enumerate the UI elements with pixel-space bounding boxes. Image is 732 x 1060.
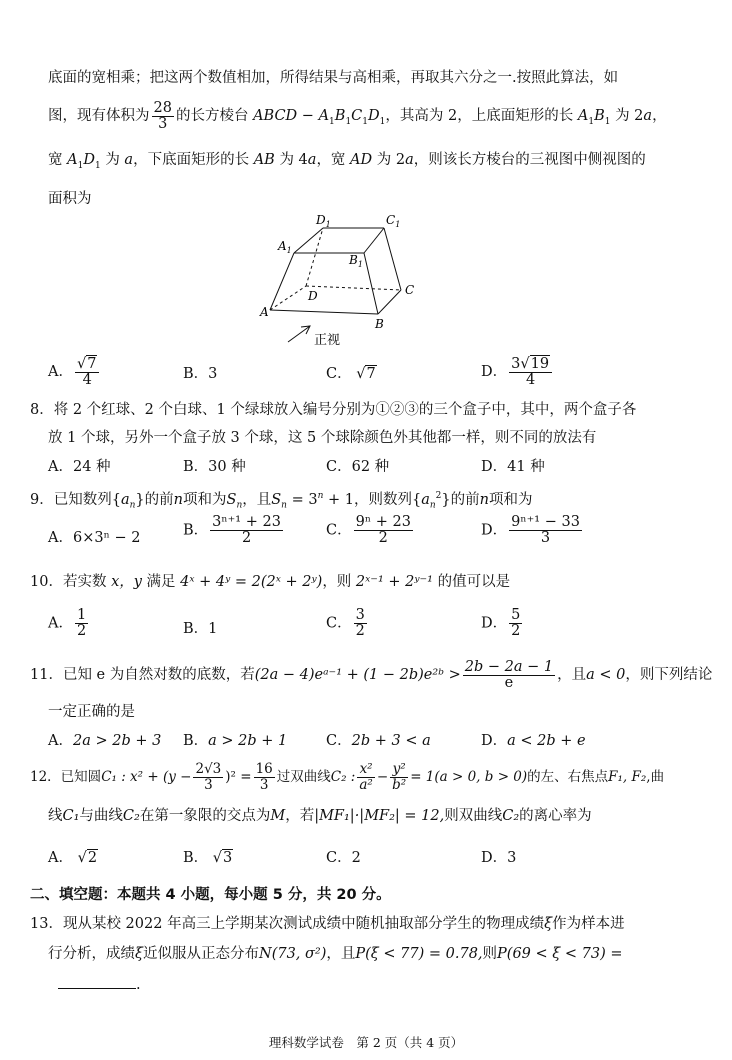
q9-option-c[interactable]: C． $\frac{\text{9ⁿ + 23}}{2}$: [326, 514, 411, 546]
q9-line-1: 9．已知数列$\{a_n\}$的前n项和为$S_n$，且$S_n = 3^n + 1$，则数列$\{a_n^2\}$的前n项和为: [30, 491, 533, 511]
label-a: A: [260, 305, 269, 319]
q8-line-1: 8．将 2 个红球、2 个白球、1 个绿球放入编号分别为①②③的三个盒子中，其中，两个盒子各: [30, 402, 637, 418]
q11-option-a[interactable]: A．2a > 2b + 3: [48, 733, 162, 749]
q9-option-b[interactable]: B． $\frac{\text{3ⁿ⁺¹ + 23}}{2}$: [183, 514, 281, 546]
page-footer: 理科数学试卷 第 2 页（共 4 页）: [268, 1035, 464, 1050]
q11-option-c[interactable]: C．2b + 3 < a: [326, 733, 431, 749]
q7-line-2: 图，现有体积为 $\frac{28}{3}$ 的长方棱台 ABCD − $A_1B_1C_1D_1$，其高为 2，上底面矩形的长 $A_1B_1$ 为 2a，: [48, 99, 667, 132]
q7-text: 的长方棱台: [175, 108, 249, 124]
label-b: B: [375, 317, 384, 331]
q7-volume-fraction: $\frac{28}{3}$: [153, 99, 172, 132]
q8-option-a[interactable]: A．24 种: [48, 459, 111, 475]
label-front-view: 正视: [314, 333, 341, 348]
label-c: C: [405, 283, 415, 297]
q12-option-a[interactable]: A． √2: [48, 850, 98, 866]
q7-line-1: 底面的宽相乘；把这两个数值相加，所得结果与高相乘，再取其六分之一.按照此算法，如: [48, 70, 619, 86]
q8-line-2: 放 1 个球，另外一个盒子放 3 个球，这 5 个球除颜色外其他都一样，则不同的放法有: [48, 430, 597, 446]
q7-line-4: 面积为: [48, 191, 92, 207]
q7-option-a[interactable]: A． $\frac{√7}{4}$: [48, 352, 101, 392]
label-a1: $A_1$: [278, 239, 292, 255]
q11-line-2: 一定正确的是: [48, 704, 135, 720]
section-2-heading: 二、填空题：本题共 4 小题，每小题 5 分，共 20 分。: [30, 887, 391, 903]
q7-option-b[interactable]: B．3: [183, 366, 218, 382]
q10-line-1: 10．若实数 x，y 满足 4ˣ + 4ʸ = 2(2ˣ + 2ʸ)，则 2ˣ⁻¹ + 2ʸ⁻¹ 的值可以是: [30, 574, 511, 590]
q12-line-1: 12．已知圆C₁ : x² + (y − $\frac{2√3}{3}$ )² = $\frac{16}{3}$ 过双曲线C₂ : $\frac{\text{x²}}{\text{a²}}$ − $\frac{\text{y²}}{\text{b²}}$ = 1(a > 0, b > 0)的左、右焦点F₁, F₂,曲: [30, 761, 665, 793]
q7-text: ，其高为 2，上底面矩形的长: [385, 108, 574, 124]
q11-line-1: 11．已知 e 为自然对数的底数，若(2a − 4)eᵃ⁻¹ + (1 − 2b)e²ᵇ > $\frac{2b - 2a - 1}{e}$ ，且a < 0，则下列结论: [30, 658, 713, 691]
label-d: D: [308, 289, 318, 303]
q10-option-c[interactable]: C． $\frac{3}{2}$: [326, 607, 365, 639]
q13-line-2: 行分析，成绩ξ近似服从正态分布N(73, σ²)，且P(ξ < 77) = 0.78,则P(69 < ξ < 73) =: [48, 946, 623, 962]
q7-line-3: 宽 $A_1D_1$ 为 a，下底面矩形的长 AB 为 4a，宽 AD 为 2a，则该长方棱台的三视图中侧视图的: [48, 152, 646, 171]
q9-option-d[interactable]: D． $\frac{\text{9ⁿ⁺¹ − 33}}{3}$: [481, 514, 580, 546]
q7-text: 为: [615, 108, 630, 124]
q12-line-2: 线C₁与曲线C₂在第一象限的交点为M，若|MF₁|·|MF₂| = 12,则双曲线C₂的离心率为: [48, 808, 592, 824]
label-c1: $C_1$: [386, 213, 401, 229]
q8-option-b[interactable]: B．30 种: [183, 459, 246, 475]
q9-option-a[interactable]: A．6×3ⁿ − 2: [48, 530, 141, 546]
q8-option-c[interactable]: C．62 种: [326, 459, 390, 475]
q7-option-c[interactable]: C． √7: [326, 366, 376, 382]
q7-text: 图，现有体积为: [48, 108, 150, 124]
frustum-figure: [258, 208, 428, 348]
q12-option-b[interactable]: B． √3: [183, 850, 233, 866]
q11-option-b[interactable]: B．a > 2b + 1: [183, 733, 288, 749]
q10-option-b[interactable]: B．1: [183, 621, 218, 637]
q8-option-d[interactable]: D．41 种: [481, 459, 545, 475]
label-b1: $B_1$: [349, 253, 363, 269]
q13-answer-blank[interactable]: .: [58, 974, 141, 995]
q7-option-d[interactable]: D． $\frac{3√19}{4}$: [481, 352, 554, 392]
q10-option-d[interactable]: D． $\frac{5}{2}$: [481, 607, 521, 639]
label-d1: $D_1$: [316, 213, 331, 229]
q10-option-a[interactable]: A． $\frac{1}{2}$: [48, 607, 87, 639]
q13-line-1: 13．现从某校 2022 年高三上学期某次测试成绩中随机抽取部分学生的物理成绩ξ作为样本进: [30, 916, 625, 932]
q11-option-d[interactable]: D．a < 2b + e: [481, 733, 586, 749]
q12-option-c[interactable]: C．2: [326, 850, 361, 866]
q12-option-d[interactable]: D．3: [481, 850, 517, 866]
